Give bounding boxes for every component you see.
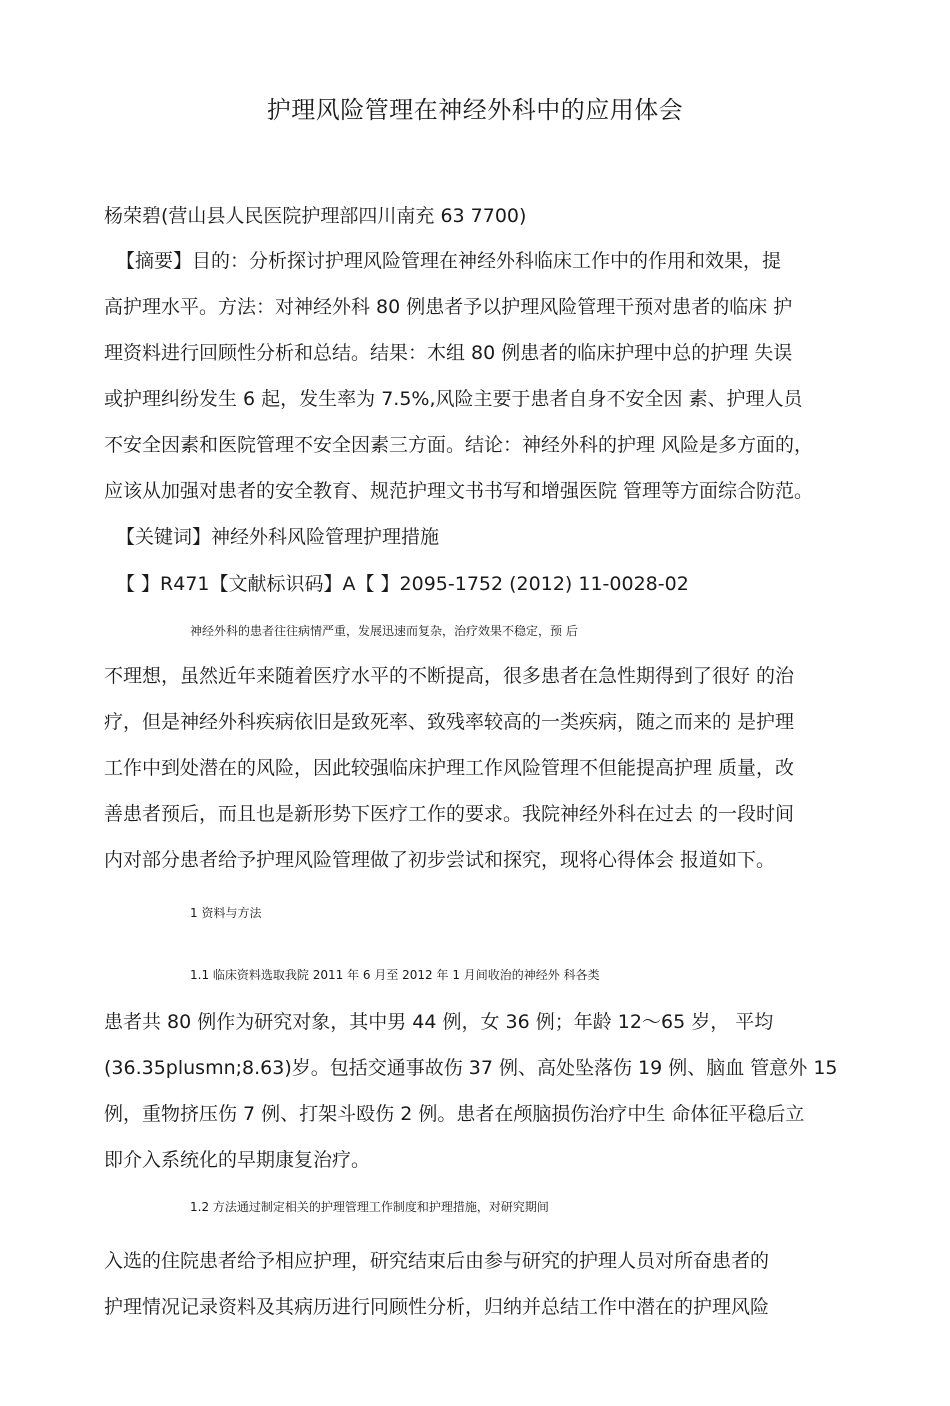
section-1-1-line: 例，重物挤压伤 7 例、打架斗殴伤 2 例。患者在颅脑损伤治疗中生 命体征平稳后立 (104, 1103, 805, 1125)
document-title: 护理风险管理在神经外科中的应用体会 (266, 96, 684, 124)
section-heading: 1 资料与方法 (190, 906, 262, 920)
intro-line: 神经外科的患者往往病情严重，发展迅速而复杂，治疗效果不稳定，预 后 (190, 624, 578, 638)
intro-line: 不理想，虽然近年来随着医疗水平的不断提高，很多患者在急性期得到了很好 的治 (104, 665, 795, 687)
classification-info: 【 】R471【文献标识码】A【 】2095-1752 (2012) 11-0028-02 (116, 573, 689, 595)
section-1-1-line: (36.35plusmn;8.63)岁。包括交通事故伤 37 例、高处坠落伤 19 例、脑血 管意外 15 (104, 1057, 838, 1079)
abstract-line: 【摘要】目的：分析探讨护理风险管理在神经外科临床工作中的作用和效果，提 (116, 250, 782, 272)
abstract-line: 理资料进行回顾性分析和总结。结果：木组 80 例患者的临床护理中总的护理 失误 (104, 342, 793, 364)
intro-line: 善患者预后，而且也是新形势下医疗工作的要求。我院神经外科在过去 的一段时间 (104, 803, 795, 825)
section-1-1-line: 1.1 临床资料选取我院 2011 年 6 月至 2012 年 1 月间收治的神经外 科各类 (190, 968, 600, 982)
section-1-2-line: 入选的住院患者给予相应护理，研究结束后由参与研究的护理人员对所奋患者的 (104, 1250, 770, 1272)
abstract-line: 或护理纠纷发生 6 起，发生率为 7.5%,风险主要于患者自身不安全因 素、护理人员 (104, 388, 803, 410)
section-1-1-line: 患者共 80 例作为研究对象，其中男 44 例，女 36 例；年龄 12〜65 岁， 平均 (104, 1011, 774, 1033)
author-affiliation: 杨荣碧(营山县人民医院护理部四川南充 63 7700) (104, 205, 527, 227)
section-1-2-line: 护理情况记录资料及其病历进行冋顾性分析，归纳并总结工作中潜在的护理风险 (104, 1296, 770, 1318)
section-1-1-line: 即介入系统化的早期康复治疗。 (104, 1149, 371, 1171)
abstract-line: 不安全因素和医院管理不安全因素三方面。结论：神经外科的护理 风险是多方面的， (104, 434, 814, 456)
keywords: 【关键词】神经外科风险管理护理措施 (116, 526, 440, 548)
abstract-line: 应该从加强对患者的安全教育、规范护理文书书写和增强医院 管理等方面综合防范。 (104, 480, 814, 502)
abstract-line: 高护理水平。方法：对神经外科 80 例患者予以护理风险管理干预对患者的临床 护 (104, 296, 793, 318)
intro-line: 疗，但是神经外科疾病依旧是致死率、致残率较高的一类疾病，随之而来的 是护理 (104, 711, 795, 733)
intro-line: 内对部分患者给予护理风险管理做了初步尝试和探究，现将心得体会 报道如下。 (104, 849, 776, 871)
intro-line: 工作中到处潜在的风险，因此较强临床护理工作风险管理不但能提高护理 质量，改 (104, 757, 795, 779)
section-1-2-line: 1.2 方法通过制定相关的护理管理工作制度和护理措施，对研究期间 (190, 1200, 549, 1214)
